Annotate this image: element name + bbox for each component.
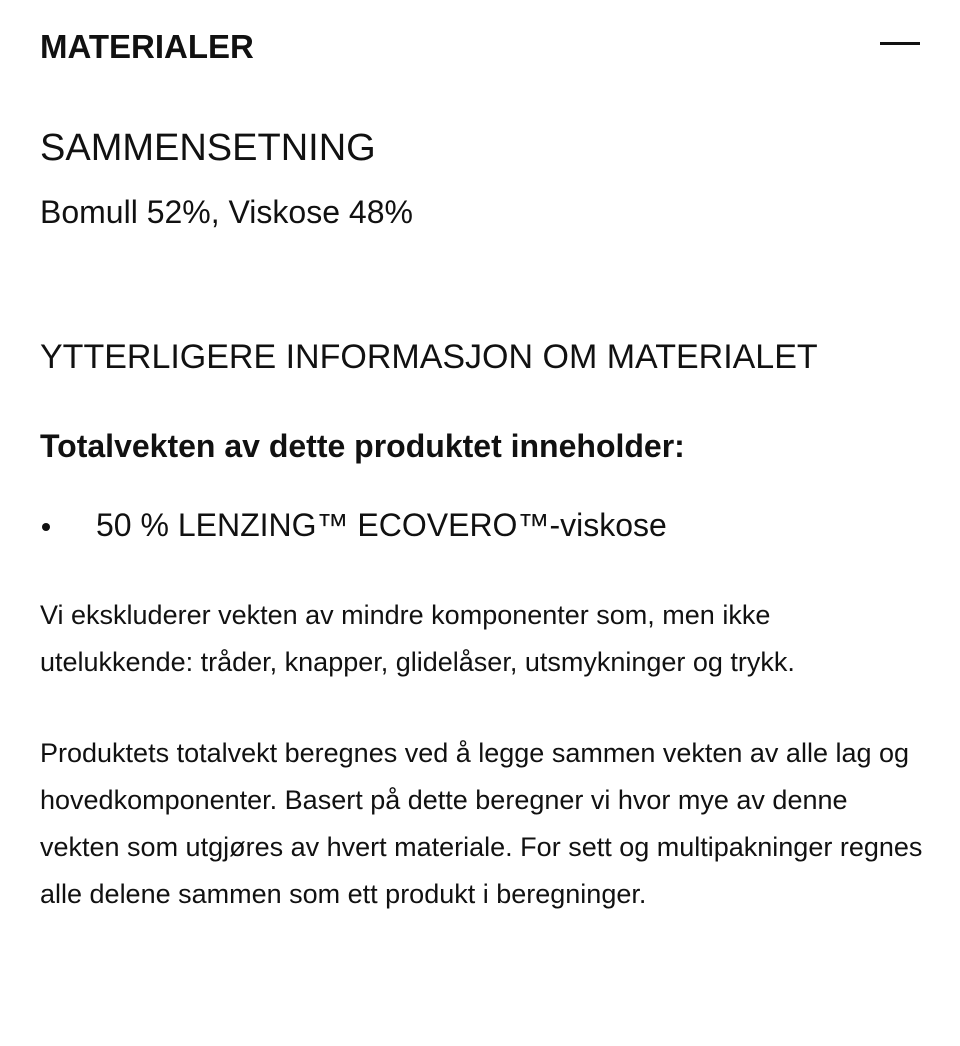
total-weight-heading: Totalvekten av dette produktet inneholder:	[40, 428, 685, 464]
list-item	[40, 505, 920, 545]
composition-value: Bomull 52%, Viskose 48%	[40, 194, 413, 230]
materials-accordion-header[interactable]	[0, 0, 960, 92]
additional-info-heading: YTTERLIGERE INFORMASJON OM MATERIALET	[40, 338, 818, 376]
weight-calculation-paragraph: Produktets totalvekt beregnes ved å legge sammen vekten av alle lag og hovedkomponenter. Basert på dette beregner vi hvor mye av denne vekten som utgjøres av hvert materiale. For sett og multipakninger regnes alle delene sammen som ett produkt i beregninger.	[40, 738, 923, 909]
collapse-button[interactable]	[868, 22, 932, 66]
list-item-text: 50 % LENZING™ ECOVERO™-viskose	[96, 507, 667, 543]
minus-icon	[880, 42, 920, 45]
bullet-icon	[42, 523, 50, 531]
composition-heading: SAMMENSETNING	[40, 127, 376, 169]
excluded-components-paragraph: Vi ekskluderer vekten av mindre komponenter som, men ikke utelukkende: tråder, knapper, glidelåser, utsmykninger og trykk.	[40, 600, 795, 677]
section-title: MATERIALER	[40, 28, 254, 65]
material-list	[40, 505, 920, 545]
